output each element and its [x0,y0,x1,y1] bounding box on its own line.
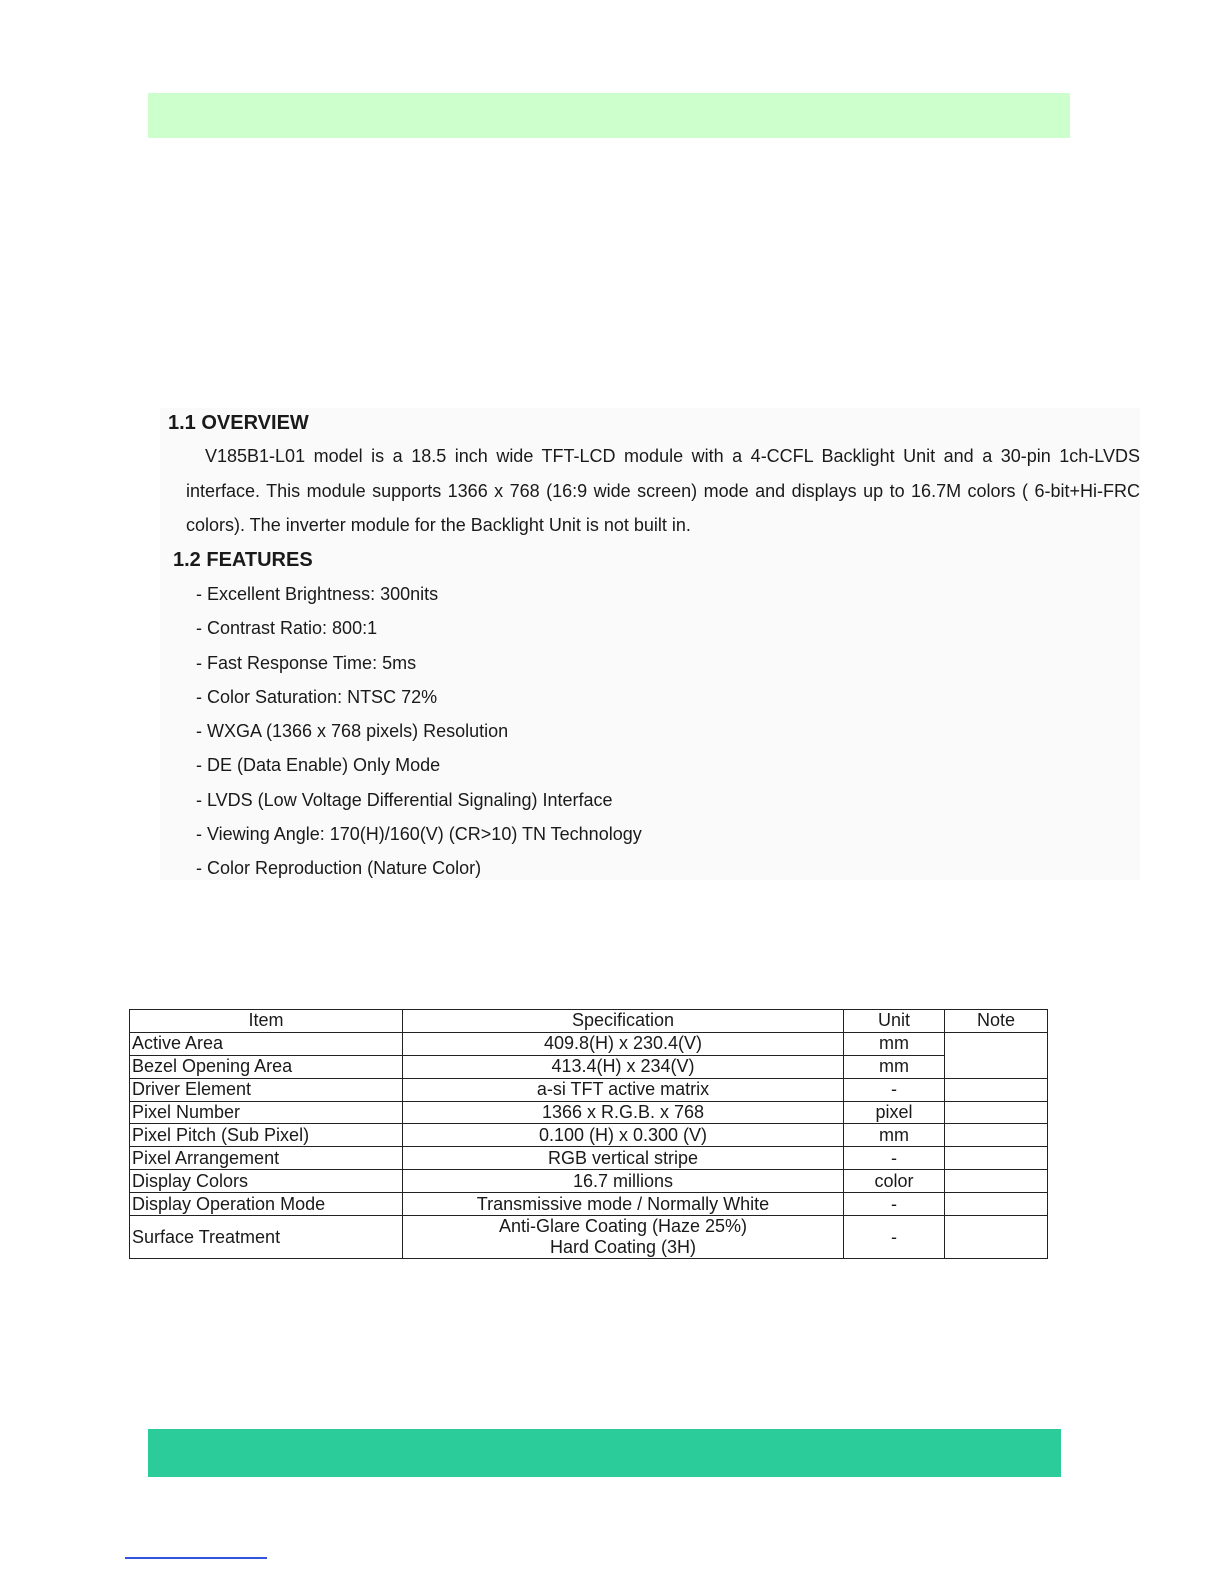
feature-item: - Excellent Brightness: 300nits [196,584,439,604]
row-unit: color [844,1170,945,1193]
feature-item: - Color Reproduction (Nature Color) [196,858,482,879]
row-item: Active Area [130,1032,403,1055]
table-row [130,1078,1048,1101]
features-list [196,577,642,886]
row-spec: a-si TFT active matrix [403,1078,844,1101]
row-unit: - [844,1147,945,1170]
row-unit: mm [844,1124,945,1147]
row-unit: mm [844,1055,945,1078]
row-note [945,1078,1048,1101]
overview-heading: 1.1 OVERVIEW [168,412,309,434]
row-note [945,1147,1048,1170]
row-spec: 0.100 (H) x 0.300 (V) [403,1124,844,1147]
header-note: Note [945,1010,1048,1033]
row-unit: pixel [844,1101,945,1124]
feature-item: - LVDS (Low Voltage Differential Signaling) Interface [196,789,613,810]
row-unit: mm [844,1032,945,1055]
row-spec: 409.8(H) x 230.4(V) [403,1032,844,1055]
spec-table [129,1009,1048,1259]
row-spec: 16.7 millions [403,1170,844,1193]
row-spec: 1366 x R.G.B. x 768 [403,1101,844,1124]
feature-item: - Viewing Angle: 170(H)/160(V) (CR>10) TN Technology [196,824,642,845]
row-item: Driver Element [130,1078,403,1101]
feature-item: - Fast Response Time: 5ms [196,652,417,673]
table-row [130,1170,1048,1193]
row-note [945,1170,1048,1193]
row-spec [403,1216,844,1259]
row-item: Pixel Arrangement [130,1147,403,1170]
table-header-row [130,1010,1048,1033]
row-item: Display Colors [130,1170,403,1193]
feature-item: - DE (Data Enable) Only Mode [196,755,441,776]
header-band [148,93,1070,138]
row-item: Display Operation Mode [130,1193,403,1216]
table-row [130,1193,1048,1216]
table-row [130,1032,1048,1055]
row-spec-line-2: Hard Coating (3H) [549,1237,697,1258]
row-unit: - [844,1078,945,1101]
overview-paragraph: V185B1-L01 model is a 18.5 inch wide TFT-LCD module with a 4-CCFL Backlight Unit and a 30-pin 1ch-LVDS interface. This module supports 1366 x 768 (16:9 wide screen) mode and displays up to 16.7M colors ( 6-bit+Hi-FRC colors). The inverter module for the Backlight Unit is not built in. [186,446,1140,535]
table-row [130,1124,1048,1147]
row-note [945,1124,1048,1147]
table-row [130,1101,1048,1124]
row-spec: Transmissive mode / Normally White [403,1193,844,1216]
features-heading: 1.2 FEATURES [173,549,313,571]
row-note [945,1216,1048,1259]
footer-rule [125,1557,267,1559]
row-unit: - [844,1193,945,1216]
row-spec-line-1: Anti-Glare Coating (Haze 25%) [498,1216,748,1237]
header-unit: Unit [844,1010,945,1033]
row-item: Pixel Number [130,1101,403,1124]
row-item: Pixel Pitch (Sub Pixel) [130,1124,403,1147]
row-unit: - [844,1216,945,1259]
footer-band [148,1429,1061,1477]
row-item: Surface Treatment [130,1216,403,1259]
feature-item: - Color Saturation: NTSC 72% [196,686,438,707]
table-row [130,1055,1048,1078]
row-item: Bezel Opening Area [130,1055,403,1078]
row-note [945,1193,1048,1216]
feature-item: - Contrast Ratio: 800:1 [196,618,378,639]
row-note [945,1101,1048,1124]
table-row [130,1147,1048,1170]
row-note [945,1032,1048,1078]
feature-item: - WXGA (1366 x 768 pixels) Resolution [196,721,509,742]
table-row [130,1216,1048,1259]
header-item: Item [130,1010,403,1033]
header-specification: Specification [403,1010,844,1033]
row-spec: 413.4(H) x 234(V) [403,1055,844,1078]
row-spec: RGB vertical stripe [403,1147,844,1170]
